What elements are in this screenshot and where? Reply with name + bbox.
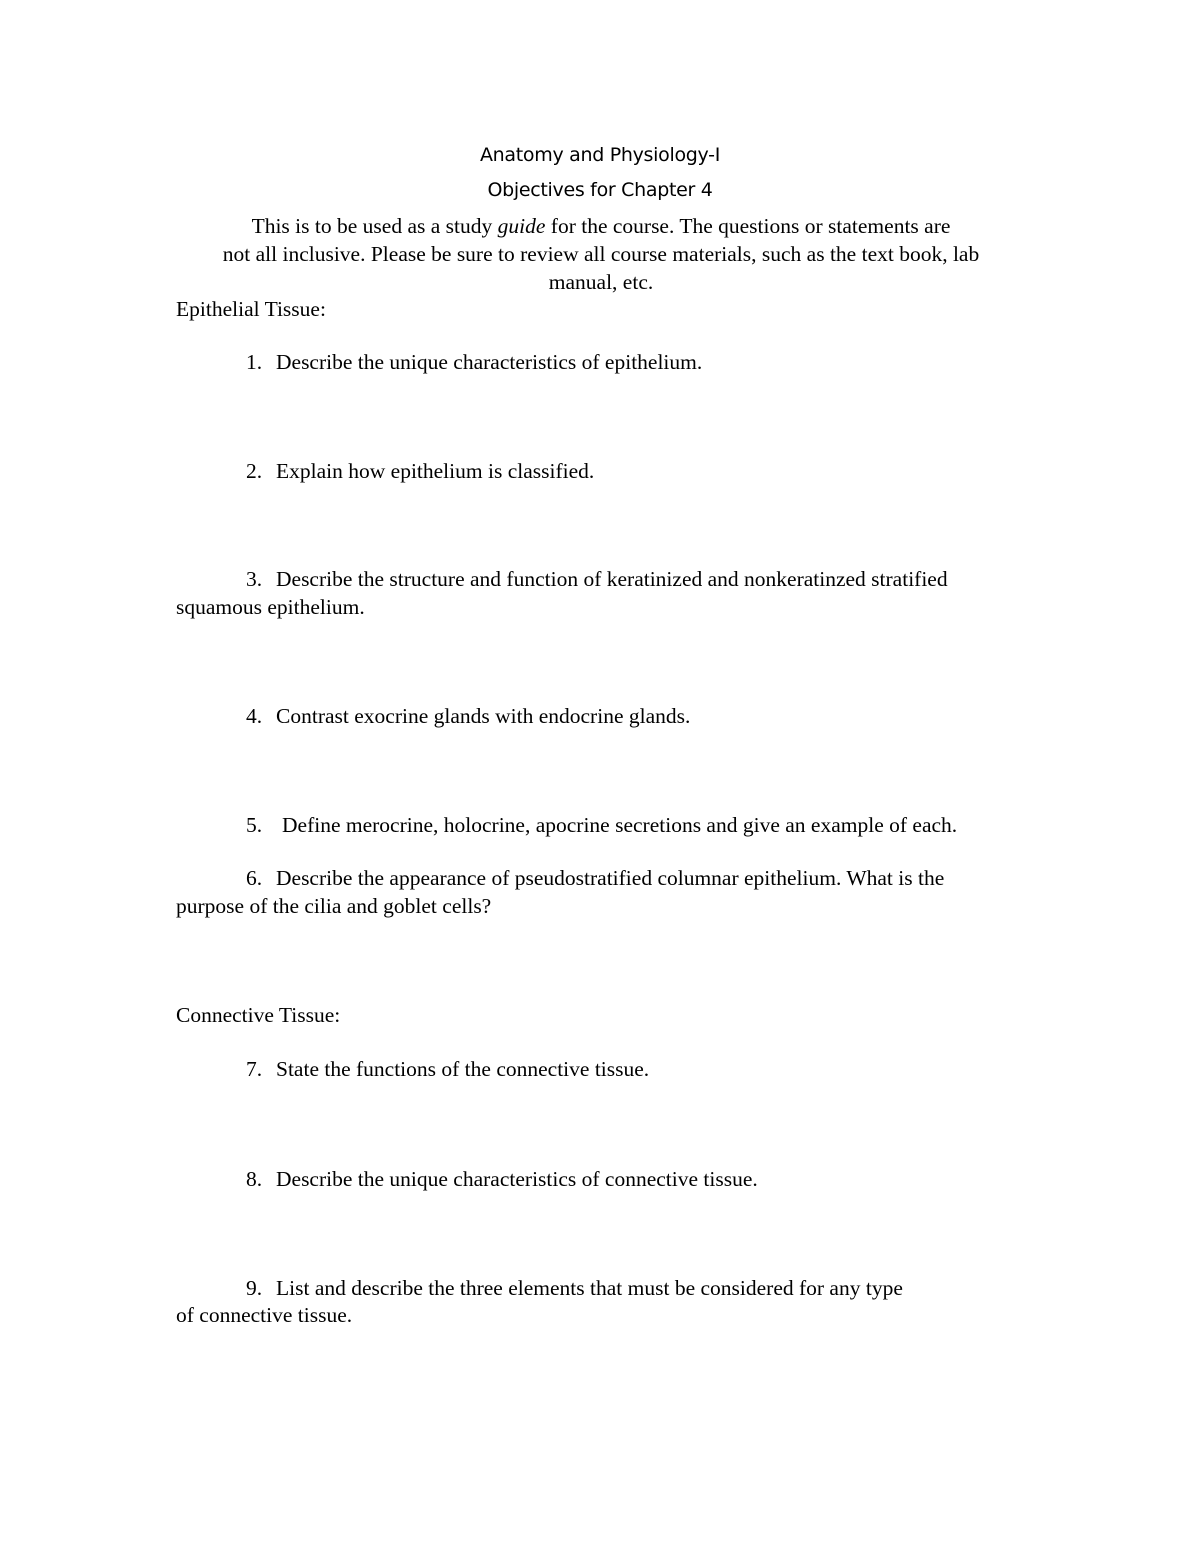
question-text: Describe the appearance of pseudostratified columnar epithelium. What is the <box>276 866 945 890</box>
document-title: Anatomy and Physiology-I <box>479 144 720 166</box>
question-9-continuation: of connective tissue. <box>176 1303 353 1327</box>
question-text: Explain how epithelium is classified. <box>276 459 595 483</box>
question-3-continuation: squamous epithelium. <box>176 595 365 619</box>
question-number: 2. <box>246 459 263 483</box>
question-number: 8. <box>246 1167 263 1191</box>
question-4 <box>246 704 690 729</box>
question-number: 4. <box>246 704 263 728</box>
question-number: 5. <box>246 813 263 837</box>
intro-text: This is to be used as a study <box>251 214 498 238</box>
question-text: Define merocrine, holocrine, apocrine secretions and give an example of each. <box>282 813 958 837</box>
question-text: Contrast exocrine glands with endocrine glands. <box>276 704 691 728</box>
intro-emphasis: guide <box>497 214 546 238</box>
question-2 <box>246 459 594 484</box>
question-number: 9. <box>246 1276 263 1300</box>
question-3 <box>246 567 948 592</box>
question-text: Describe the unique characteristics of connective tissue. <box>276 1167 758 1191</box>
question-6-continuation: purpose of the cilia and goblet cells? <box>176 894 492 918</box>
question-text: State the functions of the connective tissue. <box>276 1057 650 1081</box>
question-text: Describe the structure and function of keratinized and nonkeratinzed stratified <box>276 567 948 591</box>
question-number: 3. <box>246 567 263 591</box>
section-heading-epithelial: Epithelial Tissue: <box>176 297 326 321</box>
question-9 <box>246 1276 903 1301</box>
question-5 <box>246 813 957 838</box>
intro-paragraph <box>176 212 1026 296</box>
question-6 <box>246 866 944 891</box>
intro-text: for the course. The questions or statements are <box>545 214 951 238</box>
question-8 <box>246 1167 758 1192</box>
document-subtitle: Objectives for Chapter 4 <box>487 179 713 201</box>
intro-line-2: not all inclusive. Please be sure to review all course materials, such as the text book, lab <box>222 242 980 266</box>
intro-line-1 <box>176 212 1026 240</box>
question-number: 6. <box>246 866 263 890</box>
question-number: 7. <box>246 1057 263 1081</box>
intro-line-3: manual, etc. <box>548 270 654 294</box>
question-text: Describe the unique characteristics of epithelium. <box>276 350 703 374</box>
question-1 <box>246 350 702 375</box>
section-heading-connective: Connective Tissue: <box>176 1003 341 1027</box>
question-7 <box>246 1057 649 1082</box>
question-number: 1. <box>246 350 263 374</box>
question-text: List and describe the three elements that must be considered for any type <box>276 1276 903 1300</box>
